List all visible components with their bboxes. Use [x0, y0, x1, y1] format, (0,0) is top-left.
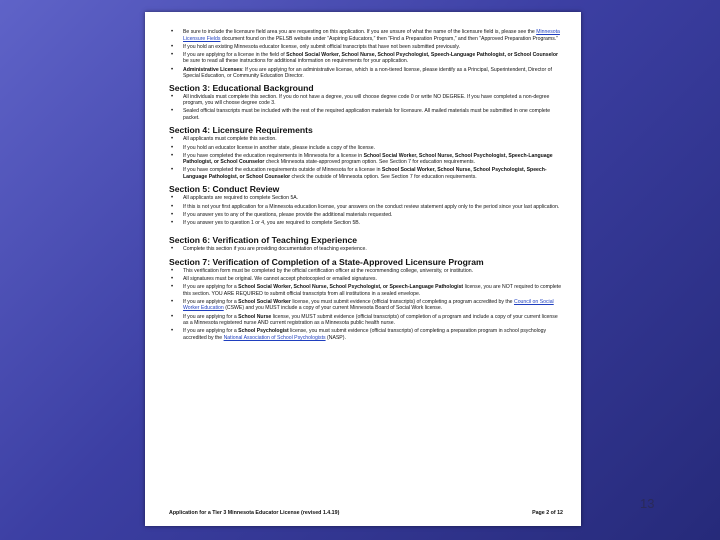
bullet-icon: • — [171, 108, 174, 115]
list-item: • Be sure to include the licensure field area you are requesting on this application. If you are unsure of what the name of the licensure field is, please see the Minnesota Licensure Fields document found on the PELSB website under “Aspiring Educators,” then “Find a Preparation Program,” and then “Approved Preparation Programs.” — [171, 29, 560, 42]
nasp-link[interactable]: National Association of School Psychologists — [223, 334, 326, 341]
bullet-icon: • — [171, 219, 174, 226]
list-item: • If you hold an educator license in another state, please include a copy of the license. — [171, 144, 376, 151]
cswe-link[interactable]: Council on Social Worker Education — [183, 298, 554, 312]
list-item: • All applicants must complete this section. — [171, 136, 277, 143]
bullet-icon: • — [171, 29, 174, 35]
bullet-icon: • — [171, 195, 174, 202]
list-item: • If you answer yes to question 1 or 4, you are required to complete Section 5B. — [171, 219, 361, 226]
list-item: • Complete this section if you are providing documentation of teaching experience. — [171, 246, 367, 253]
list-item: • If you are applying for a School Social Worker license, you must submit evidence (official transcripts) of completing a program accredited by the Council on Social Worker Education (CSWE) and you MUST include a copy of your current Minnesota Board of Social Work license. — [171, 298, 554, 312]
bullet-icon: • — [171, 152, 174, 159]
section-5-list — [169, 195, 563, 226]
bullet-icon: • — [171, 144, 174, 151]
bullet-icon: • — [171, 276, 174, 283]
list-item: • Administrative Licenses: If you are applying for an administrative license, which is a non-tiered license, please identify as a Principal, Superintendent, Director of Special Education, or Community Education Director. — [171, 66, 552, 80]
list-item: • If you answer yes to any of the questions, please provide the additional materials requested. — [171, 211, 393, 218]
footer-page-number: Page 2 of 12 — [532, 510, 563, 516]
bullet-icon: • — [171, 66, 174, 73]
section-4-title: Section 4: Licensure Requirements — [169, 125, 313, 136]
list-item: • All signatures must be original. We cannot accept photocopied or emailed signatures. — [171, 276, 377, 283]
section-7-title: Section 7: Verification of Completion of a State-Approved Licensure Program — [169, 256, 484, 267]
bullet-icon: • — [171, 313, 174, 320]
bullet-icon: • — [171, 43, 174, 50]
list-item: • If you are applying for a School Social Worker, School Nurse, School Psychologist, or Speech-Language Pathologist license, you are NOT required to complete this section. YOU ARE REQUIRED to submit official transcripts from all institutions in a sealed envelope. — [171, 284, 562, 297]
list-item: • Sealed official transcripts must be included with the rest of the required application materials for licensure. All mailed materials must be submitted in one complete packet. — [171, 108, 551, 121]
section-5-title: Section 5: Conduct Review — [169, 184, 280, 195]
section-3-title: Section 3: Educational Background — [169, 82, 314, 93]
bullet-icon: • — [171, 298, 174, 305]
section-4-list — [169, 136, 563, 180]
bullet-icon: • — [171, 267, 174, 274]
list-item: • This verification form must be completed by the official certification officer at the recommending college, university, or institution. — [171, 267, 474, 274]
bullet-icon: • — [171, 51, 174, 58]
bullet-icon: • — [171, 284, 174, 291]
list-item: • If you hold an existing Minnesota educator license, only submit official transcripts that have not been submitted previously. — [171, 43, 460, 50]
minnesota-licensure-fields-link[interactable]: Minnesota Licensure Fields — [183, 29, 560, 42]
footer-title: Application for a Tier 3 Minnesota Educator License (revised 1.4.19) — [169, 510, 340, 516]
list-item: • All individuals must complete this section. If you do not have a degree, you will choose degree code 0 or write NO DEGREE. If you have completed a non-degree program, you will choose degree code 3. — [171, 93, 550, 107]
page-footer — [169, 510, 563, 516]
list-item: • If you are applying for a license in the field of School Social Worker, School Nurse, School Psychologist, Speech-Language Pathologist, or School Counselor be sure to read all these instructions for additional information on requirements for your application. — [171, 51, 559, 65]
section-7-list — [169, 268, 563, 341]
document-page — [145, 12, 581, 526]
section-6-list — [169, 246, 563, 253]
section-6-title: Section 6: Verification of Teaching Experience — [169, 235, 358, 246]
list-item: • If you are applying for a School Psychologist license, you must submit evidence (official transcripts) of completing a preparation program in school psychology accredited by the National Association of School Psychologists (NASP). — [171, 328, 547, 341]
list-item: • If you have completed the education requirements in Minnesota for a license in School Social Worker, School Nurse, School Psychologist, Speech-Language Pathologist, or School Counselor check Minnesota state-approved program option. See Section 7 for education requirements. — [171, 152, 553, 166]
bullet-icon: • — [171, 136, 174, 143]
bullet-icon: • — [171, 167, 174, 174]
intro-list — [169, 29, 563, 80]
list-item: • If this is not your first application for a Minnesota education license, your answers on the conduct review statement apply only to the period since your last application. — [171, 203, 560, 210]
list-item: • If you have completed the education requirements outside of Minnesota for a license in School Social Worker, School Nurse, School Psychologist, Speech-Language Pathologist, or School Counselor check the outside of Minnesota option. See Section 7 for education requirements. — [171, 167, 547, 180]
bullet-icon: • — [171, 93, 174, 100]
list-item: • All applicants are required to complete Section 5A. — [171, 195, 299, 202]
list-item: • If you are applying for a School Nurse license, you MUST submit evidence (official transcripts) of completion of a program and include a copy of your current license as a Minnesota registered nurse AND current registration as a Minnesota public health nurse. — [171, 313, 558, 327]
section-3-list — [169, 94, 563, 122]
bullet-icon: • — [171, 328, 174, 335]
bullet-icon: • — [171, 211, 174, 218]
bullet-icon: • — [171, 246, 174, 253]
slide-number: 13 — [640, 496, 655, 511]
bullet-icon: • — [171, 203, 174, 210]
